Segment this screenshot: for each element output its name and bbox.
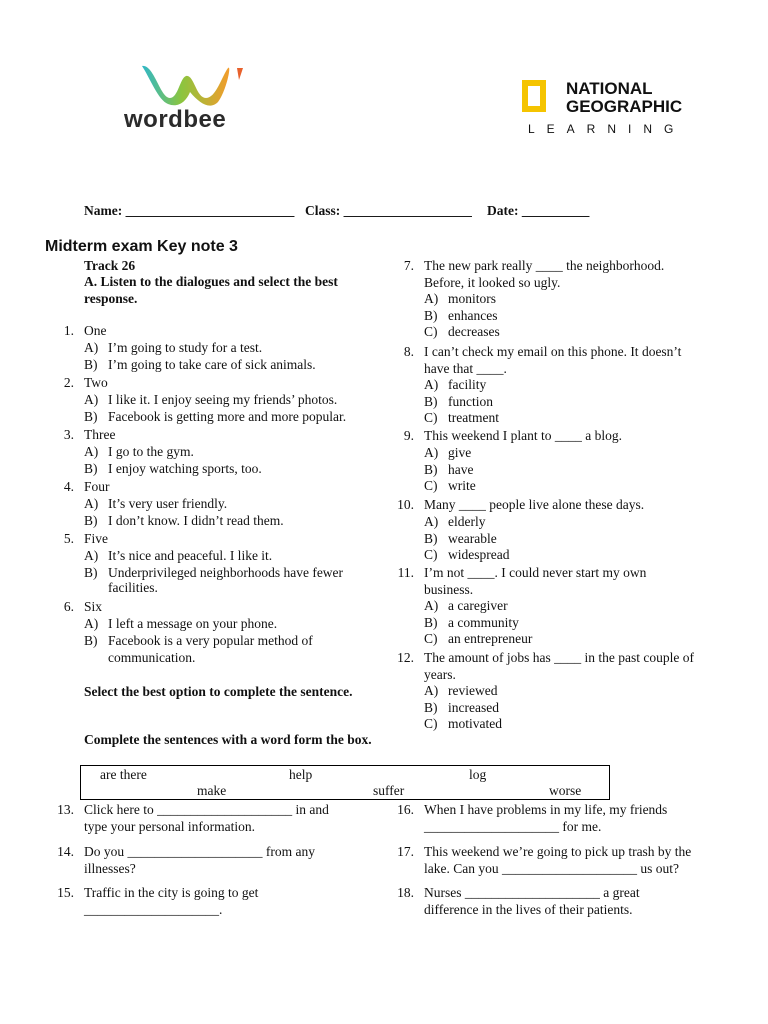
natgeo-line-2: GEOGRAPHIC bbox=[566, 97, 683, 116]
word-box bbox=[80, 765, 610, 800]
option-text: It’s very user friendly. bbox=[108, 496, 228, 511]
natgeo-line-1: NATIONAL bbox=[566, 79, 653, 98]
option-letter: C) bbox=[424, 547, 438, 562]
question-text-cont: Before, it looked so ugly. bbox=[424, 275, 561, 290]
question-number: 17. bbox=[397, 844, 414, 859]
word-box-item: log bbox=[469, 767, 487, 782]
question-number: 13. bbox=[57, 802, 74, 817]
option-letter: B) bbox=[424, 393, 438, 409]
option-text: Facebook is getting more and more popular. bbox=[108, 409, 347, 424]
option-text: I go to the gym. bbox=[108, 444, 194, 459]
question-number: 2. bbox=[63, 375, 74, 390]
option-letter: B) bbox=[84, 565, 98, 580]
question-text-cont: ____________________ for me. bbox=[424, 819, 602, 834]
question-number: 8. bbox=[403, 344, 414, 359]
instruction-a-line-1: A. Listen to the dialogues and select the best bbox=[84, 274, 338, 289]
option-text: function bbox=[448, 393, 493, 409]
question-label: Four bbox=[84, 479, 110, 494]
question-label: Three bbox=[84, 427, 116, 442]
option-text: I’m going to study for a test. bbox=[108, 340, 263, 355]
question-text: The new park really ____ the neighborhood. bbox=[424, 258, 665, 273]
question-label: One bbox=[84, 323, 107, 338]
track-label: Track 26 bbox=[84, 258, 136, 273]
natgeo-line-3: LEARNING bbox=[528, 122, 686, 136]
option-letter: A) bbox=[424, 291, 439, 306]
option-letter: A) bbox=[424, 514, 439, 529]
question-text: I can’t check my email on this phone. It doesn’t bbox=[424, 344, 682, 359]
question-text-cont: illnesses? bbox=[84, 861, 136, 876]
option-text: monitors bbox=[448, 291, 497, 306]
class-field: Class: ___________________ bbox=[305, 203, 472, 218]
question-number: 14. bbox=[57, 844, 74, 859]
option-text: elderly bbox=[448, 514, 486, 529]
question-label: Two bbox=[84, 375, 108, 390]
option-text: a community bbox=[448, 614, 519, 630]
question-number: 1. bbox=[63, 323, 74, 338]
question-number: 12. bbox=[397, 650, 414, 665]
q5-option-b-cont: facilities. bbox=[108, 580, 158, 595]
question-text: Many ____ people live alone these days. bbox=[424, 497, 645, 512]
option-text: I’m going to take care of sick animals. bbox=[108, 357, 316, 372]
question-label: Five bbox=[84, 531, 109, 546]
question-number: 4. bbox=[63, 479, 74, 494]
wordbee-logo bbox=[120, 58, 280, 138]
question-number: 6. bbox=[63, 599, 74, 614]
option-letter: A) bbox=[84, 392, 99, 407]
instruction-a-line-2: response. bbox=[84, 291, 138, 306]
natgeo-logo bbox=[520, 78, 710, 138]
option-text: I don’t know. I didn’t read them. bbox=[108, 513, 284, 528]
question-number: 15. bbox=[57, 885, 74, 900]
q6-option-b-cont: communication. bbox=[108, 650, 196, 665]
question-text: I’m not ____. I could never start my own bbox=[424, 565, 647, 580]
yellow-rectangle-icon bbox=[522, 80, 546, 112]
option-text: Underprivileged neighborhoods have fewer bbox=[108, 565, 344, 580]
option-letter: B) bbox=[424, 530, 438, 546]
option-text: have bbox=[448, 461, 474, 477]
option-text: give bbox=[448, 445, 472, 460]
option-letter: A) bbox=[424, 598, 439, 613]
option-text: reviewed bbox=[448, 683, 498, 698]
option-letter: C) bbox=[424, 716, 438, 731]
option-text: a caregiver bbox=[448, 598, 508, 613]
option-letter: B) bbox=[84, 461, 98, 476]
option-letter: A) bbox=[424, 377, 439, 392]
option-text: write bbox=[448, 478, 476, 493]
question-text: Do you ____________________ from any bbox=[84, 844, 315, 859]
option-letter: C) bbox=[424, 631, 438, 646]
word-box-item: worse bbox=[549, 783, 582, 798]
option-letter: B) bbox=[424, 461, 438, 477]
option-letter: A) bbox=[84, 548, 99, 563]
word-box-item: suffer bbox=[373, 783, 405, 798]
option-letter: B) bbox=[424, 614, 438, 630]
question-text-cont: have that ____. bbox=[424, 361, 507, 376]
section-b-instruction: Select the best option to complete the sentence. bbox=[84, 684, 353, 699]
question-number: 9. bbox=[403, 428, 414, 443]
option-letter: A) bbox=[424, 683, 439, 698]
question-text-cont: lake. Can you ____________________ us out? bbox=[424, 861, 679, 876]
option-letter: C) bbox=[424, 410, 438, 425]
question-text-cont: years. bbox=[424, 667, 456, 682]
word-box-item: are there bbox=[100, 767, 147, 782]
option-text: wearable bbox=[448, 530, 497, 546]
question-number: 16. bbox=[397, 802, 414, 817]
option-text: motivated bbox=[448, 716, 502, 731]
question-number: 7. bbox=[403, 258, 414, 273]
option-letter: A) bbox=[84, 444, 99, 459]
question-text-cont: type your personal information. bbox=[84, 819, 255, 834]
option-text: decreases bbox=[448, 324, 500, 339]
question-text-cont: ____________________. bbox=[84, 902, 223, 917]
option-letter: A) bbox=[84, 340, 99, 355]
question-text: Traffic in the city is going to get bbox=[84, 885, 259, 900]
question-text: This weekend I plant to ____ a blog. bbox=[424, 428, 622, 443]
question-text: Click here to ____________________ in and bbox=[84, 802, 329, 817]
question-text: When I have problems in my life, my friends bbox=[424, 802, 668, 817]
option-text: widespread bbox=[448, 547, 510, 562]
question-number: 3. bbox=[63, 427, 74, 442]
question-number: 10. bbox=[397, 497, 414, 512]
option-text: I like it. I enjoy seeing my friends’ photos. bbox=[108, 392, 338, 407]
option-letter: A) bbox=[84, 616, 99, 631]
question-text-cont: business. bbox=[424, 582, 474, 597]
option-letter: B) bbox=[84, 633, 98, 648]
section-c-instruction: Complete the sentences with a word form the box. bbox=[84, 732, 372, 747]
option-letter: A) bbox=[424, 445, 439, 460]
question-label: Six bbox=[84, 599, 103, 614]
option-letter: C) bbox=[424, 324, 438, 339]
option-letter: B) bbox=[424, 699, 438, 715]
option-text: Facebook is a very popular method of bbox=[108, 633, 313, 648]
question-text-cont: difference in the lives of their patients. bbox=[424, 902, 633, 917]
question-text: This weekend we’re going to pick up trash by the bbox=[424, 844, 692, 859]
page-title: Midterm exam Key note 3 bbox=[45, 238, 238, 255]
option-text: treatment bbox=[448, 410, 499, 425]
question-number: 18. bbox=[397, 885, 414, 900]
option-letter: B) bbox=[424, 307, 438, 323]
option-letter: B) bbox=[84, 409, 98, 424]
word-box-item: make bbox=[197, 783, 227, 798]
option-text: It’s nice and peaceful. I like it. bbox=[108, 548, 273, 563]
wordbee-wordmark: wordbee bbox=[124, 106, 227, 133]
question-number: 11. bbox=[397, 565, 414, 580]
date-field: Date: __________ bbox=[487, 203, 590, 218]
option-letter: B) bbox=[84, 357, 98, 372]
question-number: 5. bbox=[63, 531, 74, 546]
option-text: I enjoy watching sports, too. bbox=[108, 461, 262, 476]
name-field: Name: _________________________ bbox=[84, 203, 295, 218]
question-text: The amount of jobs has ____ in the past couple of bbox=[424, 650, 694, 665]
option-text: an entrepreneur bbox=[448, 631, 533, 646]
option-letter: A) bbox=[84, 496, 99, 511]
option-letter: C) bbox=[424, 478, 438, 493]
option-text: facility bbox=[448, 377, 487, 392]
option-letter: B) bbox=[84, 513, 98, 528]
option-text: enhances bbox=[448, 307, 498, 323]
question-text: Nurses ____________________ a great bbox=[424, 885, 640, 900]
option-text: increased bbox=[448, 699, 499, 715]
option-text: I left a message on your phone. bbox=[108, 616, 278, 631]
word-box-item: help bbox=[289, 767, 313, 782]
